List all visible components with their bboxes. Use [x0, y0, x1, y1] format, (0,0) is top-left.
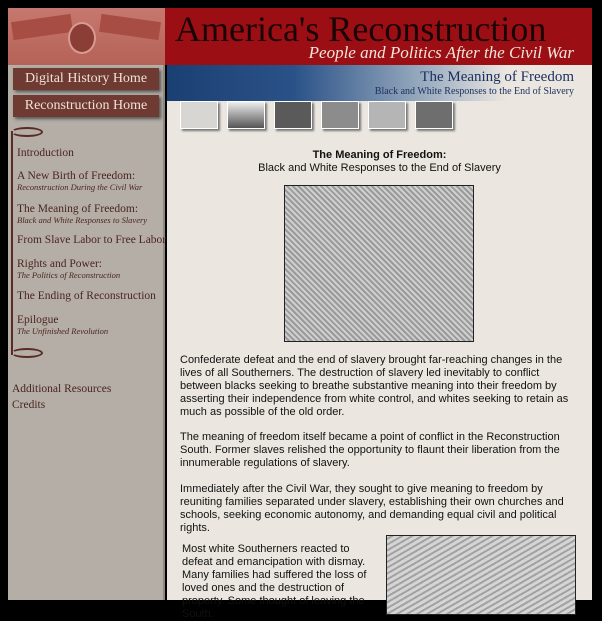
paragraph: Most white Southerners reacted to defeat and emancipation with dismay. Many families had suffered the loss of loved ones and the destruction of property. Some thought of leaving the South. — [182, 543, 367, 620]
paragraph: The meaning of freedom itself became a point of conflict in the Reconstruction South. Former slaves relished the opportunity to flaunt their liberation from the innumerable regulations of slavery. — [180, 431, 560, 469]
proclamation-logo — [8, 8, 165, 65]
toc-introduction[interactable] — [17, 147, 74, 159]
main-content — [167, 65, 592, 620]
thumbnail-image[interactable] — [368, 101, 406, 129]
content-subheading: Black and White Responses to the End of Slavery — [258, 162, 501, 174]
toc-meaning-of-freedom[interactable] — [17, 203, 147, 225]
credits-link[interactable]: Credits — [12, 399, 46, 411]
digital-history-home-button[interactable]: Digital History Home — [13, 68, 159, 90]
toc-sublabel: Reconstruction During the Civil War — [17, 182, 143, 192]
thumbnail-image[interactable] — [415, 101, 453, 129]
scroll-ornament-top — [11, 127, 43, 137]
banner-right — [99, 14, 161, 40]
toc-label: The Meaning of Freedom: — [17, 203, 139, 215]
sidebar — [8, 65, 165, 600]
toc-rights-and-power[interactable] — [17, 258, 120, 280]
reconstruction-home-button[interactable]: Reconstruction Home — [13, 95, 159, 117]
toc-sublabel: Black and White Responses to Slavery — [17, 215, 148, 225]
toc-label: A New Birth of Freedom: — [17, 170, 136, 182]
toc-slave-labor[interactable] — [17, 234, 166, 246]
section-title: The Meaning of Freedom — [420, 69, 574, 85]
toc-ending[interactable] — [17, 290, 156, 302]
site-header — [165, 8, 592, 65]
scroll-ornament-bottom — [11, 348, 43, 358]
site-subtitle: People and Politics After the Civil War — [308, 43, 574, 62]
southern-family-engraving-image — [386, 535, 576, 615]
toc-bracket — [11, 131, 15, 355]
lincoln-portrait — [68, 22, 96, 54]
toc-sublabel: The Politics of Reconstruction — [17, 270, 121, 280]
thumbnail-image[interactable] — [321, 101, 359, 129]
toc-label: Rights and Power: — [17, 258, 102, 270]
banner-left — [11, 14, 73, 40]
section-banner — [167, 65, 592, 101]
toc-sublabel: The Unfinished Revolution — [17, 326, 109, 336]
thumbnail-image[interactable] — [180, 101, 218, 129]
site-title: America's Reconstruction — [175, 9, 547, 49]
classroom-engraving-image — [284, 185, 474, 342]
toc-label: Introduction — [17, 147, 74, 159]
toc-new-birth[interactable] — [17, 170, 142, 192]
toc-label: Epilogue — [17, 314, 59, 326]
content-heading: The Meaning of Freedom: — [312, 149, 447, 161]
toc-label: From Slave Labor to Free Labor — [17, 234, 167, 246]
thumbnail-image[interactable] — [227, 101, 265, 129]
additional-resources-link[interactable]: Additional Resources — [12, 383, 112, 395]
thumbnail-image[interactable] — [274, 101, 312, 129]
toc-epilogue[interactable] — [17, 314, 108, 336]
toc-label: The Ending of Reconstruction — [17, 290, 156, 302]
section-subtitle: Black and White Responses to the End of Slavery — [374, 86, 574, 97]
paragraph: Immediately after the Civil War, they sought to give meaning to freedom by reuniting families separated under slavery, establishing their own churches and schools, seeking economic autonomy, and demanding equal civil and political rights. — [180, 483, 564, 534]
paragraph: Confederate defeat and the end of slavery brought far-reaching changes in the lives of all Southerners. The destruction of slavery led inevitably to conflict between blacks seeking to breathe substantive meaning into their freedom by asserting their independence from white control, and whites seeking to retain as much as possible of the old order. — [180, 354, 569, 418]
